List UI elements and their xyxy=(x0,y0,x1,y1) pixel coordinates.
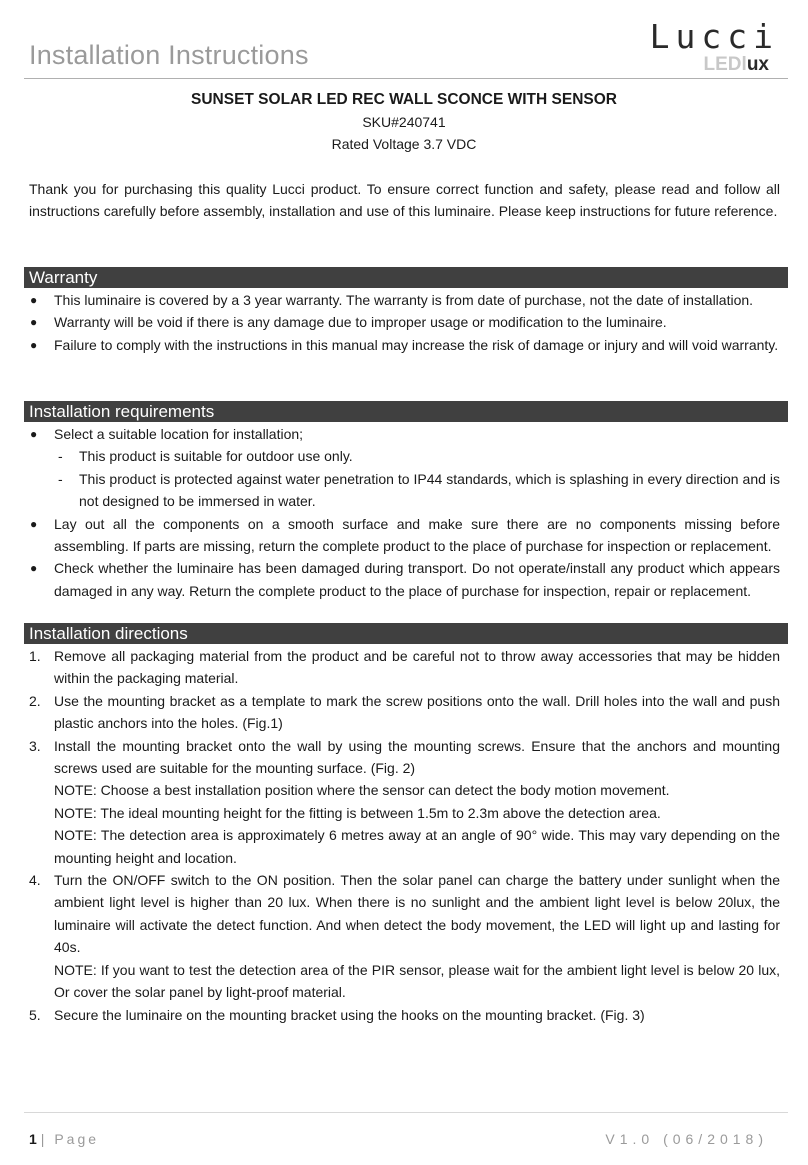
page-indicator xyxy=(29,1131,99,1147)
section-heading-warranty: Warranty xyxy=(24,267,788,288)
list-item: ● Warranty will be void if there is any damage due to improper usage or modification to the luminaire. xyxy=(29,311,780,333)
list-item: ● Select a suitable location for installation; xyxy=(29,423,780,445)
dash-icon: - xyxy=(58,470,63,487)
logo-ux-text: ux xyxy=(746,54,769,75)
step-item: 4. Turn the ON/OFF switch to the ON position. Then the solar panel can charge the battery under sunlight when the ambient light level is higher than 20 lux. When there is no sunlight and the ambient light level is below 20lux, the luminaire will activate the detect function. And when detect the body movement, the LED will light up and lasting for 40s. xyxy=(29,869,780,959)
step-number: 3. xyxy=(29,737,41,754)
document-version: V1.0 (06/2018) xyxy=(605,1131,768,1147)
lucci-ledlux-logo xyxy=(649,17,783,76)
step-number: 5. xyxy=(29,1006,41,1023)
step-number: 2. xyxy=(29,692,41,709)
step-note: NOTE: Choose a best installation position where the sensor can detect the body motion movement. xyxy=(54,782,670,799)
bullet-icon: ● xyxy=(30,293,38,307)
bullet-icon: ● xyxy=(30,427,38,441)
bullet-icon: ● xyxy=(30,561,38,576)
sub-list-item: - This product is suitable for outdoor use only. xyxy=(29,445,780,467)
logo-wordmark: Lucci xyxy=(649,17,779,56)
page-number: 1 xyxy=(29,1131,37,1147)
requirements-list xyxy=(29,423,780,602)
directions-list xyxy=(29,645,780,1026)
sub-list-item: - This product is protected against water penetration to IP44 standards, which is splashing in every direction and is not designed to be immersed in water. xyxy=(29,468,780,513)
header-divider xyxy=(24,78,788,79)
page-label: | Page xyxy=(40,1131,100,1147)
list-item: ● Failure to comply with the instructions in this manual may increase the risk of damage or injury and will void warranty. xyxy=(29,334,780,356)
intro-paragraph: Thank you for purchasing this quality Lucci product. To ensure correct function and safety, please read and follow all instructions carefully before assembly, installation and use of this luminaire. Please keep instructions for future reference. xyxy=(29,181,780,220)
product-sku: SKU#240741 xyxy=(362,114,446,130)
logo-subbrand xyxy=(704,54,769,76)
rated-voltage: Rated Voltage 3.7 VDC xyxy=(331,136,477,152)
step-number: 1. xyxy=(29,648,41,664)
list-item: ● Check whether the luminaire has been damaged during transport. Do not operate/install any product which appears damaged in any way. Return the complete product to the place of purchase for inspection, repair or replacement. xyxy=(29,557,780,602)
step-item: 1. Remove all packaging material from the product and be careful not to throw away accessories that may be hidden within the packaging material. xyxy=(29,645,780,690)
warranty-list xyxy=(29,289,780,356)
section-heading-directions: Installation directions xyxy=(24,623,788,644)
section-heading-requirements: Installation requirements xyxy=(24,401,788,422)
bullet-icon: ● xyxy=(30,337,38,352)
footer-divider xyxy=(24,1112,788,1113)
dash-icon: - xyxy=(58,448,63,465)
bullet-icon: ● xyxy=(30,315,38,330)
list-item: ● This luminaire is covered by a 3 year warranty. The warranty is from date of purchase, not the date of installation. xyxy=(29,289,780,311)
step-item: 3. Install the mounting bracket onto the wall by using the mounting screws. Ensure that the anchors and mounting screws used are suitable for the mounting surface. (Fig. 2) xyxy=(29,735,780,780)
step-number: 4. xyxy=(29,872,41,889)
bullet-icon: ● xyxy=(30,516,38,531)
step-item: 5. Secure the luminaire on the mounting bracket using the hooks on the mounting bracket. (Fig. 3) xyxy=(29,1004,780,1026)
step-note: NOTE: If you want to test the detection area of the PIR sensor, please wait for the ambient light level is below 20 lux, Or cover the solar panel by light-proof material. xyxy=(54,961,780,1001)
step-note: NOTE: The detection area is approximately 6 metres away at an angle of 90° wide. This may vary depending on the mounting height and location. xyxy=(54,827,780,866)
step-item: 2. Use the mounting bracket as a template to mark the screw positions onto the wall. Drill holes into the wall and push plastic anchors into the holes. (Fig.1) xyxy=(29,690,780,735)
step-note: NOTE: The ideal mounting height for the fitting is between 1.5m to 2.3m above the detection area. xyxy=(54,804,661,821)
logo-led-text: LEDl xyxy=(703,54,747,75)
list-item: ● Lay out all the components on a smooth surface and make sure there are no components missing before assembling. If parts are missing, return the complete product to the place of purchase for inspection or replacement. xyxy=(29,513,780,558)
product-title: SUNSET SOLAR LED REC WALL SCONCE WITH SENSOR xyxy=(191,91,617,108)
page-header-title: Installation Instructions xyxy=(29,40,309,70)
